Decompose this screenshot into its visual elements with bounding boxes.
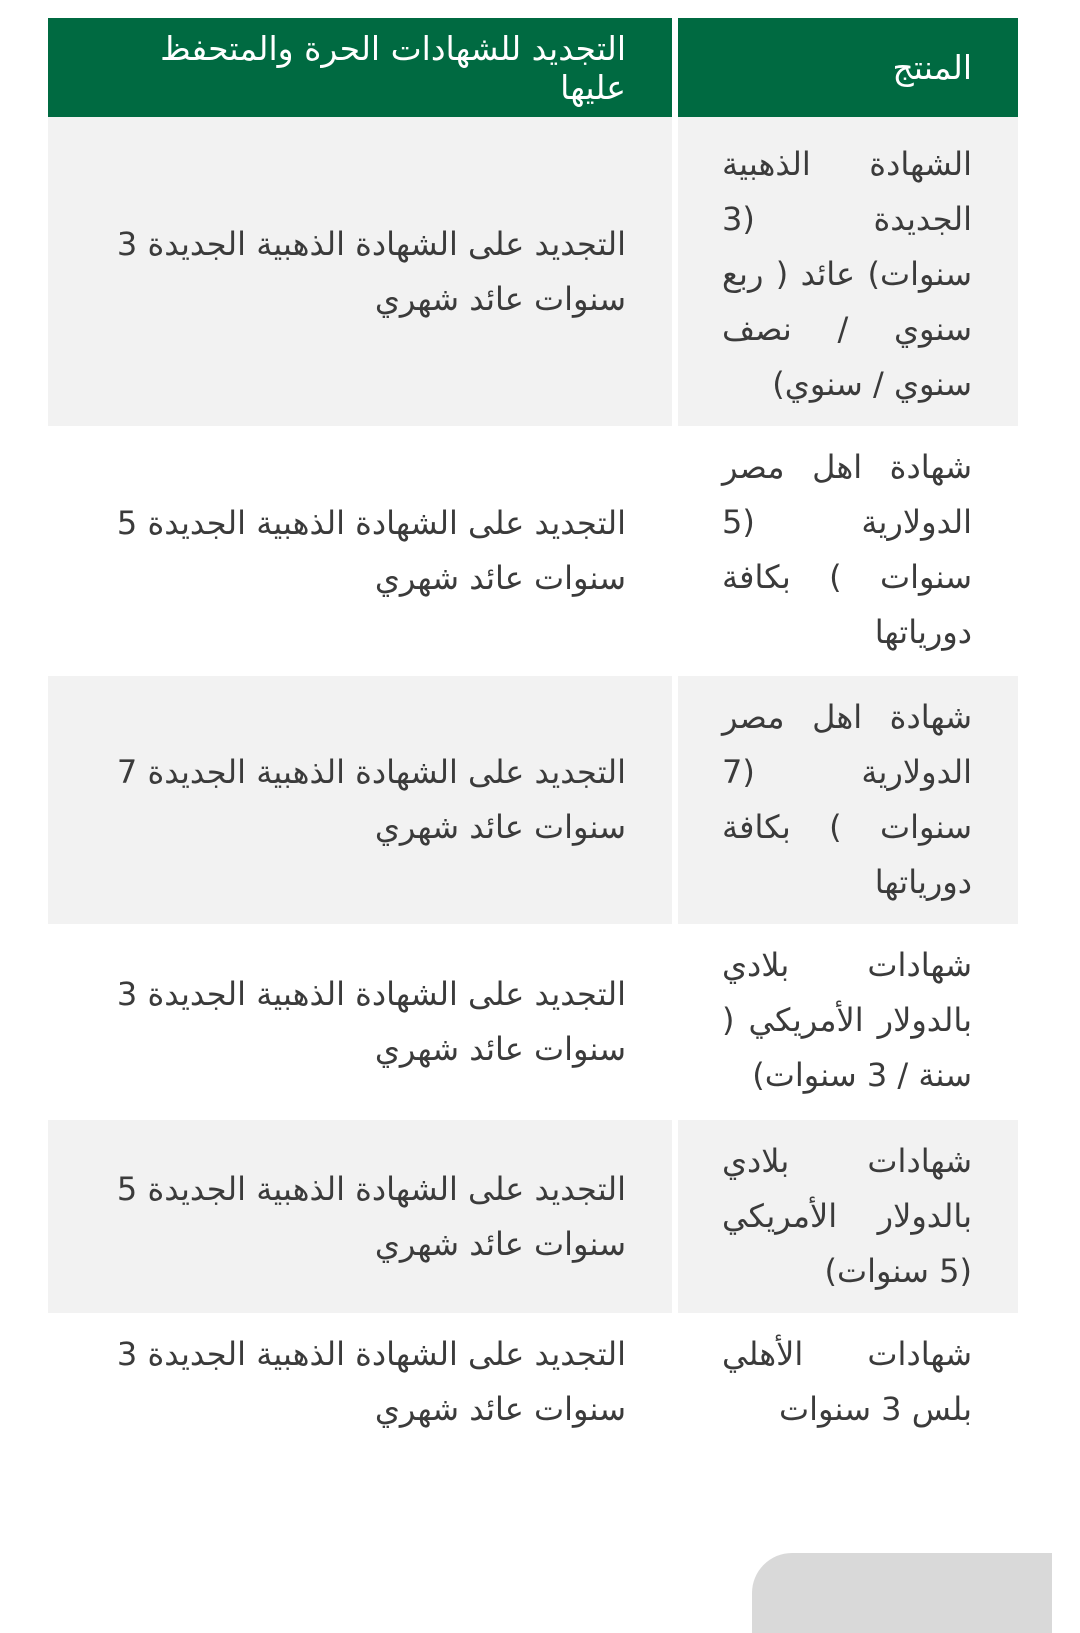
table-row — [48, 426, 1018, 676]
product-cell: شهادات بلادي بالدولار الأمريكي ( سنة / 3 سنوات) — [678, 924, 1018, 1120]
table-row — [48, 676, 1018, 924]
renewal-cell: التجديد على الشهادة الذهبية الجديدة 7 سنوات عائد شهري — [48, 676, 672, 924]
renewal-cell: التجديد على الشهادة الذهبية الجديدة 3 سنوات عائد شهري — [48, 117, 672, 426]
renewal-cell: التجديد على الشهادة الذهبية الجديدة 5 سنوات عائد شهري — [48, 426, 672, 676]
table-row — [48, 1120, 1018, 1313]
renewal-table-container — [48, 18, 1020, 1469]
table-row — [48, 117, 1018, 426]
renewal-table — [42, 18, 1024, 1469]
scroll-to-top-hint[interactable] — [752, 1553, 1052, 1633]
renewal-cell: التجديد على الشهادة الذهبية الجديدة 3 سنوات عائد شهري — [48, 1313, 672, 1469]
renewal-cell: التجديد على الشهادة الذهبية الجديدة 5 سنوات عائد شهري — [48, 1120, 672, 1313]
product-cell: الشهادة الذهبية الجديدة (3 سنوات) عائد ( ربع سنوي / نصف سنوي / سنوي) — [678, 117, 1018, 426]
product-cell: شهادة اهل مصر الدولارية (7 سنوات ) بكافة دورياتها — [678, 676, 1018, 924]
product-cell: شهادات الأهلي بلس 3 سنوات — [678, 1313, 1018, 1469]
product-column-header: المنتج — [678, 18, 1018, 117]
renewal-column-header: التجديد للشهادات الحرة والمتحفظ عليها — [48, 18, 672, 117]
table-header-row — [48, 18, 1018, 117]
product-cell: شهادة اهل مصر الدولارية (5 سنوات ) بكافة دورياتها — [678, 426, 1018, 676]
table-row — [48, 924, 1018, 1120]
table-row — [48, 1313, 1018, 1469]
product-cell: شهادات بلادي بالدولار الأمريكي (5 سنوات) — [678, 1120, 1018, 1313]
renewal-cell: التجديد على الشهادة الذهبية الجديدة 3 سنوات عائد شهري — [48, 924, 672, 1120]
